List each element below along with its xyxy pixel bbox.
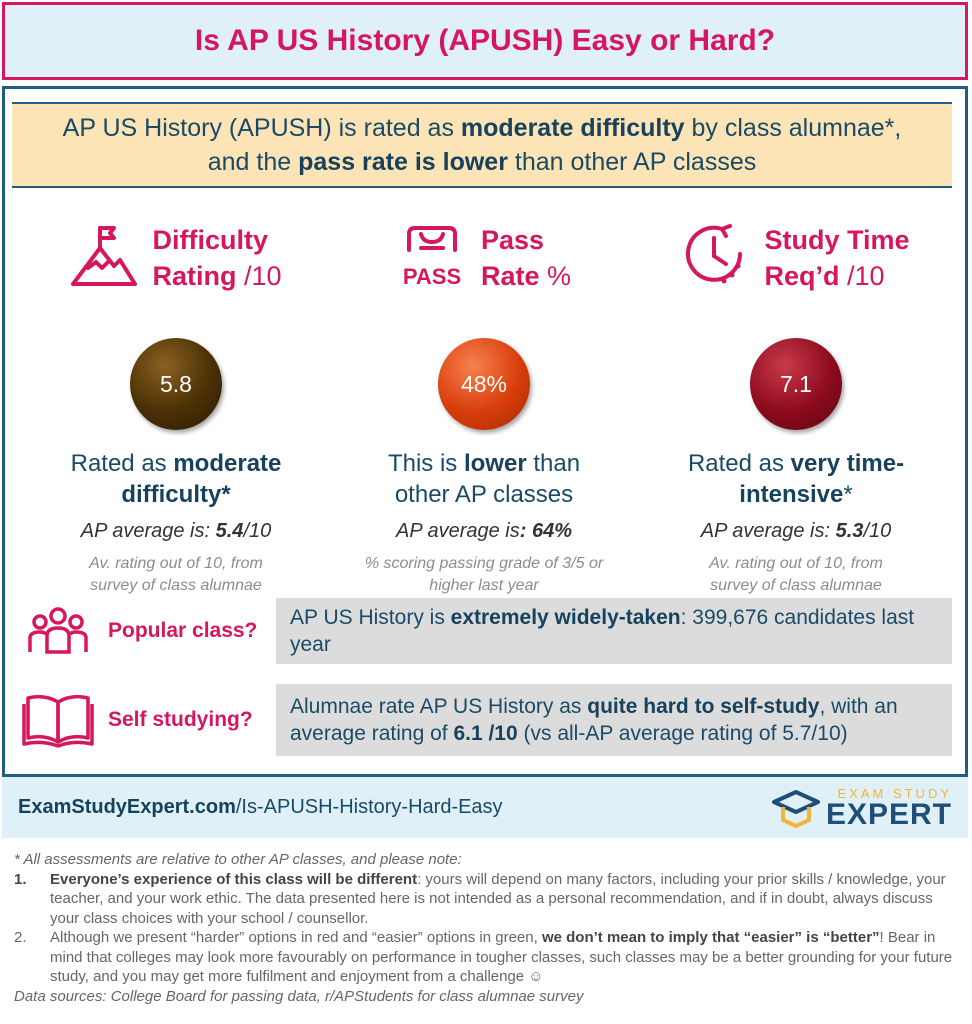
- mountain-flag-icon: [70, 222, 138, 288]
- difficulty-title-line2: Rating: [152, 261, 237, 292]
- summary-bold-1: moderate difficulty: [460, 113, 685, 142]
- study-time-header: [646, 222, 946, 302]
- difficulty-title-suffix: /10: [236, 261, 282, 292]
- summary-text-2: by class alumnae*, and the: [207, 113, 902, 176]
- svg-text:PASS: PASS: [402, 264, 462, 288]
- pass-rate-verdict: This is lower than other AP classes: [387, 450, 581, 509]
- difficulty-header: [26, 222, 326, 302]
- summary-text-1: AP US History (APUSH) is rated as: [62, 113, 461, 142]
- fine-print-item-1: 1. Everyone’s experience of this class will be different: yours will depend on many factors, including your prior skills / knowledge, your teacher, and your work ethic. The data presented here is not intended as a personal recommendation, and if in doubt, always discuss your class choices with your school / counsellor.: [14, 870, 946, 927]
- self-study-band: [12, 684, 952, 756]
- pass-rate-title-line1: Pass: [480, 225, 545, 255]
- people-icon: [27, 606, 89, 656]
- data-sources: Data sources: College Board for passing data, r/APStudents for class alumnae survey: [14, 987, 584, 1005]
- difficulty-title-line1: Difficulty: [152, 225, 268, 255]
- fine-print-intro: * All assessments are relative to other AP classes, and please note:: [14, 851, 462, 868]
- pass-rate-column: [334, 222, 634, 597]
- study-time-verdict: Rated as very time-intensive*: [687, 450, 905, 509]
- pass-rate-title-suffix: %: [539, 261, 572, 292]
- brand-big-text: EXPERT: [825, 797, 952, 831]
- study-time-column: [646, 222, 946, 597]
- study-time-title: [764, 222, 909, 295]
- brand-small-text: EXAM STUDY: [837, 785, 952, 801]
- pass-rate-header: [334, 222, 634, 302]
- page-title: Is AP US History (APUSH) Easy or Hard?: [194, 24, 776, 57]
- difficulty-verdict: Rated as moderate difficulty*: [70, 450, 282, 509]
- summary-text-3: than other AP classes: [507, 148, 757, 176]
- summary-bold-2: pass rate is lower: [298, 148, 508, 176]
- difficulty-column: [26, 222, 326, 597]
- brand-logo: [772, 786, 952, 830]
- popular-class-band: [12, 598, 952, 664]
- clock-icon: [682, 222, 750, 288]
- pass-rate-note: % scoring passing grade of 3/5 or higher last year: [364, 555, 604, 594]
- source-url-link[interactable]: ExamStudyExpert.com/Is-APUSH-History-Hard-Easy: [18, 796, 503, 818]
- fine-print-item-2: 2. Although we present “harder” options in red and “easier” options in green, we don’t mean to imply that “easier” is “better”! Bear in mind that colleges may look more favourably on performance in tougher classes, such classes may be a better grounding for your future study, and you may get more fulfilment and enjoyment from a challenge ☺: [14, 929, 953, 985]
- footer-bar: [2, 774, 968, 838]
- difficulty-average: AP average is: 5.4/10: [80, 520, 272, 543]
- graduation-cap-icon: [772, 788, 820, 828]
- self-study-text: Alumnae rate AP US History as quite hard to self-study, with an average rating of 6.1 /10 (vs all-AP average rating of 5.7/10): [290, 694, 898, 745]
- difficulty-note: Av. rating out of 10, from survey of class alumnae: [89, 555, 263, 594]
- study-time-title-suffix: /10: [839, 261, 885, 292]
- popular-class-text: AP US History is extremely widely-taken: 399,676 candidates last year: [290, 605, 915, 656]
- study-time-title-line1: Study Time: [764, 225, 910, 255]
- study-time-note: Av. rating out of 10, from survey of class alumnae: [709, 555, 883, 594]
- study-time-value-badge: 7.1: [750, 338, 842, 430]
- pass-icon: [397, 222, 467, 288]
- fine-print: [14, 850, 958, 1006]
- difficulty-value-badge: 5.8: [130, 338, 222, 430]
- self-study-label: Self studying?: [104, 684, 276, 756]
- study-time-title-line2: Req’d: [764, 261, 840, 292]
- summary-banner: [12, 102, 952, 188]
- pass-rate-value-badge: 48%: [438, 338, 530, 430]
- popular-class-label: Popular class?: [104, 598, 276, 664]
- title-bar: [2, 2, 968, 80]
- difficulty-title: [152, 222, 281, 295]
- pass-rate-title-line2: Rate: [480, 261, 540, 292]
- open-book-icon: [22, 692, 94, 748]
- pass-rate-title: [481, 222, 571, 295]
- pass-rate-average: AP average is: 64%: [395, 520, 573, 543]
- study-time-average: AP average is: 5.3/10: [700, 520, 892, 543]
